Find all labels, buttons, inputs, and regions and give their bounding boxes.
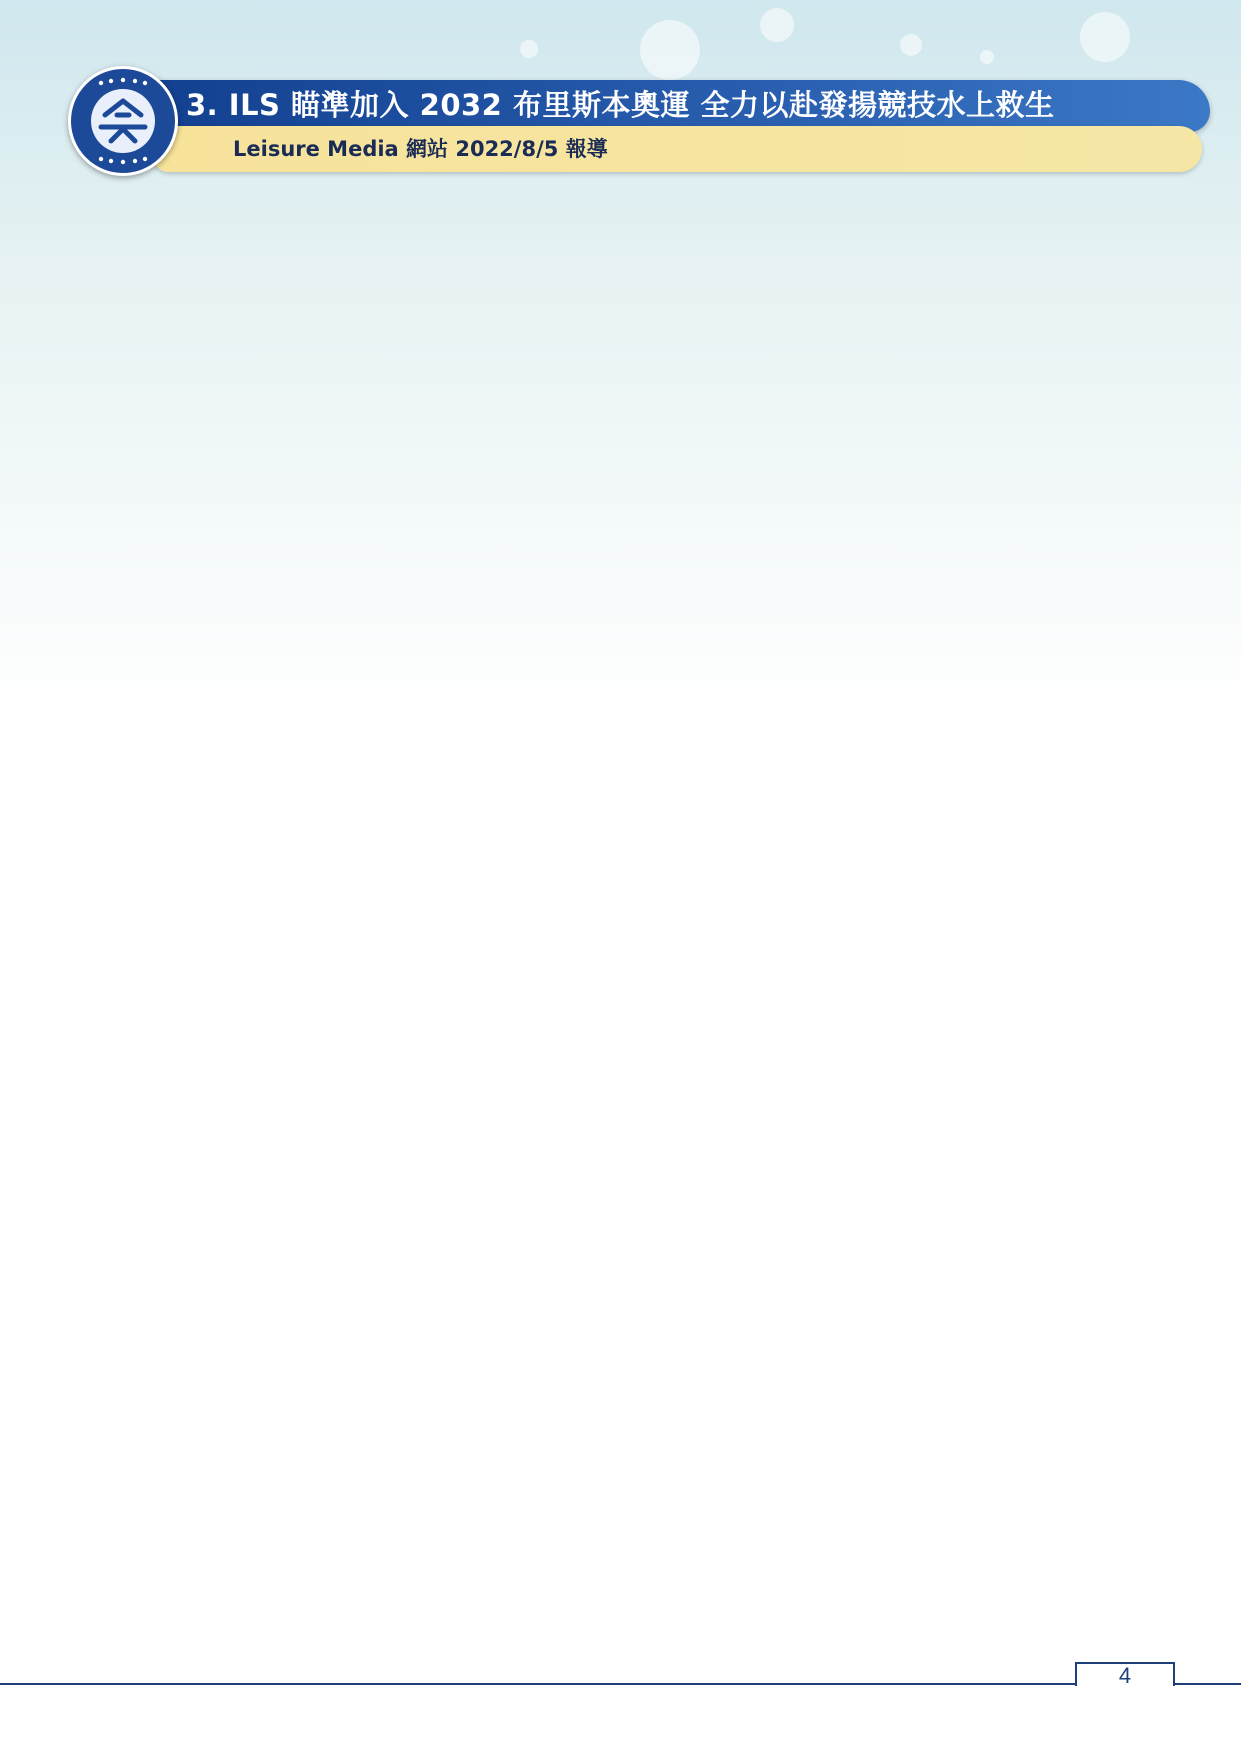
- article-title: 3. ILS 瞄準加入 2032 布里斯本奧運 全力以赴發揚競技水上救生: [186, 88, 1055, 122]
- section-header-banner: [68, 66, 1210, 178]
- lifesaving-emblem-icon: [68, 66, 178, 176]
- article-source: Leisure Media 網站 2022/8/5 報導: [233, 137, 608, 161]
- article-body: [120, 200, 1110, 1080]
- footer-rule: [0, 1683, 1241, 1685]
- page-number: 4: [1118, 1663, 1132, 1688]
